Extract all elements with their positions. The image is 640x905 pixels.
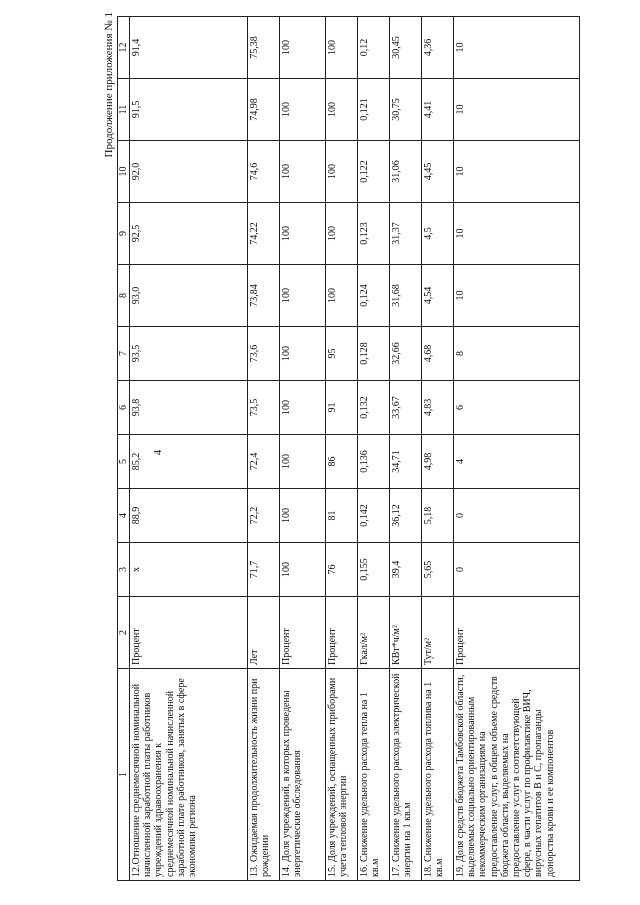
- value-cell: 10: [454, 203, 580, 265]
- value-cell: 72,2: [248, 489, 280, 543]
- value-cell: 0: [454, 543, 580, 597]
- table-row: [130, 17, 248, 881]
- header-cell: 4: [118, 489, 130, 543]
- value-cell: 100: [280, 203, 326, 265]
- value-cell: 0,124: [358, 265, 390, 327]
- indicator-name-cell: 19. Доля средств бюджета Тамбовской области, выделяемых социально ориентированным некоммерческим организациям на предоставление услуг, в общем объеме средств бюджета области, выделяемых на предоставление услуг в соответствующей сфере, в части услуг по профилактике ВИЧ, вирусных гепатитов В и С, пропаганды донорства крови и ее компонентов: [454, 669, 580, 881]
- value-cell: 74,22: [248, 203, 280, 265]
- value-cell: 31,06: [390, 141, 422, 203]
- value-cell: 73,84: [248, 265, 280, 327]
- header-cell: 7: [118, 327, 130, 381]
- value-cell: 91: [326, 381, 358, 435]
- value-cell: 0,121: [358, 79, 390, 141]
- value-cell: 100: [326, 203, 358, 265]
- table-row: [358, 17, 390, 881]
- value-cell: 32,66: [390, 327, 422, 381]
- value-cell: 4,83: [422, 381, 454, 435]
- value-cell: 0,136: [358, 435, 390, 489]
- header-cell: 3: [118, 543, 130, 597]
- value-cell: 74,6: [248, 141, 280, 203]
- unit-cell: Тут/м²: [422, 597, 454, 669]
- value-cell: 91,4: [130, 17, 248, 79]
- value-cell: 71,7: [248, 543, 280, 597]
- value-cell: 0,123: [358, 203, 390, 265]
- value-cell: 76: [326, 543, 358, 597]
- table-body: [130, 17, 580, 881]
- value-cell: 92,5: [130, 203, 248, 265]
- value-cell: 91,5: [130, 79, 248, 141]
- value-cell: 100: [280, 489, 326, 543]
- value-cell: 5,18: [422, 489, 454, 543]
- page-number: 4: [152, 449, 164, 456]
- value-cell: 6: [454, 381, 580, 435]
- value-cell: 0,132: [358, 381, 390, 435]
- value-cell: 4,45: [422, 141, 454, 203]
- value-cell: 100: [326, 141, 358, 203]
- value-cell: 72,4: [248, 435, 280, 489]
- value-cell: 4: [454, 435, 580, 489]
- value-cell: 31,37: [390, 203, 422, 265]
- table-row: [454, 17, 580, 881]
- value-cell: 95: [326, 327, 358, 381]
- value-cell: 73,5: [248, 381, 280, 435]
- value-cell: 100: [280, 79, 326, 141]
- unit-cell: Процент: [130, 597, 248, 669]
- value-cell: 93,0: [130, 265, 248, 327]
- value-cell: 100: [280, 381, 326, 435]
- value-cell: 0,142: [358, 489, 390, 543]
- value-cell: 100: [326, 265, 358, 327]
- indicator-name-cell: 14. Доля учреждений, в которых проведены энергетические обследования: [280, 669, 326, 881]
- value-cell: 10: [454, 265, 580, 327]
- unit-cell: Процент: [280, 597, 326, 669]
- value-cell: 36,12: [390, 489, 422, 543]
- value-cell: 33,67: [390, 381, 422, 435]
- header-cell: 2: [118, 597, 130, 669]
- value-cell: 74,98: [248, 79, 280, 141]
- value-cell: 8: [454, 327, 580, 381]
- indicator-name-cell: 16. Снижение удельного расхода тепла на 1 кв.м: [358, 669, 390, 881]
- value-cell: 4,41: [422, 79, 454, 141]
- value-cell: 81: [326, 489, 358, 543]
- value-cell: 4,36: [422, 17, 454, 79]
- unit-cell: КВт*ч/м²: [390, 597, 422, 669]
- unit-cell: Гкал/м²: [358, 597, 390, 669]
- value-cell: 93,5: [130, 327, 248, 381]
- value-cell: 100: [280, 327, 326, 381]
- header-cell: 9: [118, 203, 130, 265]
- value-cell: 30,45: [390, 17, 422, 79]
- value-cell: 5,65: [422, 543, 454, 597]
- header-row: [118, 17, 130, 881]
- value-cell: 100: [326, 17, 358, 79]
- value-cell: 100: [280, 17, 326, 79]
- value-cell: 31,68: [390, 265, 422, 327]
- value-cell: 10: [454, 79, 580, 141]
- header-cell: 8: [118, 265, 130, 327]
- value-cell: 73,6: [248, 327, 280, 381]
- header-cell: 6: [118, 381, 130, 435]
- table-row: [280, 17, 326, 881]
- header-cell: 10: [118, 141, 130, 203]
- value-cell: 100: [326, 79, 358, 141]
- value-cell: 0,122: [358, 141, 390, 203]
- value-cell: 100: [280, 435, 326, 489]
- unit-cell: Лет: [248, 597, 280, 669]
- indicator-name-cell: 12.Отношение среднемесячной номинальной начисленной заработной платы работников учреждений здравоохранения к среднемесячной номинальной начисленной заработной плате работников, занятых в сфере экономики региона: [130, 669, 248, 881]
- value-cell: 88,9: [130, 489, 248, 543]
- table-row: [326, 17, 358, 881]
- header-cell: 12: [118, 17, 130, 79]
- indicator-name-cell: 15. Доля учреждений, оснащенных приборами учета тепловой энергии: [326, 669, 358, 881]
- value-cell: 30,75: [390, 79, 422, 141]
- value-cell: 92,0: [130, 141, 248, 203]
- value-cell: 0,128: [358, 327, 390, 381]
- value-cell: 0,12: [358, 17, 390, 79]
- value-cell: 100: [280, 141, 326, 203]
- value-cell: 10: [454, 17, 580, 79]
- table-row: [390, 17, 422, 881]
- value-cell: 0,155: [358, 543, 390, 597]
- indicator-name-cell: 13. Ожидаемая продолжительность жизни при рождении: [248, 669, 280, 881]
- value-cell: 75,38: [248, 17, 280, 79]
- header-cell: 1: [118, 669, 130, 881]
- unit-cell: Процент: [454, 597, 580, 669]
- value-cell: 85,2: [130, 435, 248, 489]
- indicator-name-cell: 17. Снижение удельного расхода электрической энергии на 1 кв.м: [390, 669, 422, 881]
- value-cell: 86: [326, 435, 358, 489]
- value-cell: 4,54: [422, 265, 454, 327]
- indicator-name-cell: 18. Снижение удельного расхода топлива на 1 кв.м: [422, 669, 454, 881]
- value-cell: 39,4: [390, 543, 422, 597]
- header-cell: 5: [118, 435, 130, 489]
- value-cell: 100: [280, 543, 326, 597]
- value-cell: 0: [454, 489, 580, 543]
- table-row: [422, 17, 454, 881]
- indicators-table: [117, 16, 580, 881]
- header-cell: 11: [118, 79, 130, 141]
- value-cell: 100: [280, 265, 326, 327]
- value-cell: 4,68: [422, 327, 454, 381]
- appendix-label: Продолжение приложения № 1: [103, 12, 115, 158]
- value-cell: 4,5: [422, 203, 454, 265]
- table-row: [248, 17, 280, 881]
- value-cell: х: [130, 543, 248, 597]
- unit-cell: Процент: [326, 597, 358, 669]
- value-cell: 10: [454, 141, 580, 203]
- value-cell: 4,98: [422, 435, 454, 489]
- value-cell: 34,71: [390, 435, 422, 489]
- value-cell: 93,8: [130, 381, 248, 435]
